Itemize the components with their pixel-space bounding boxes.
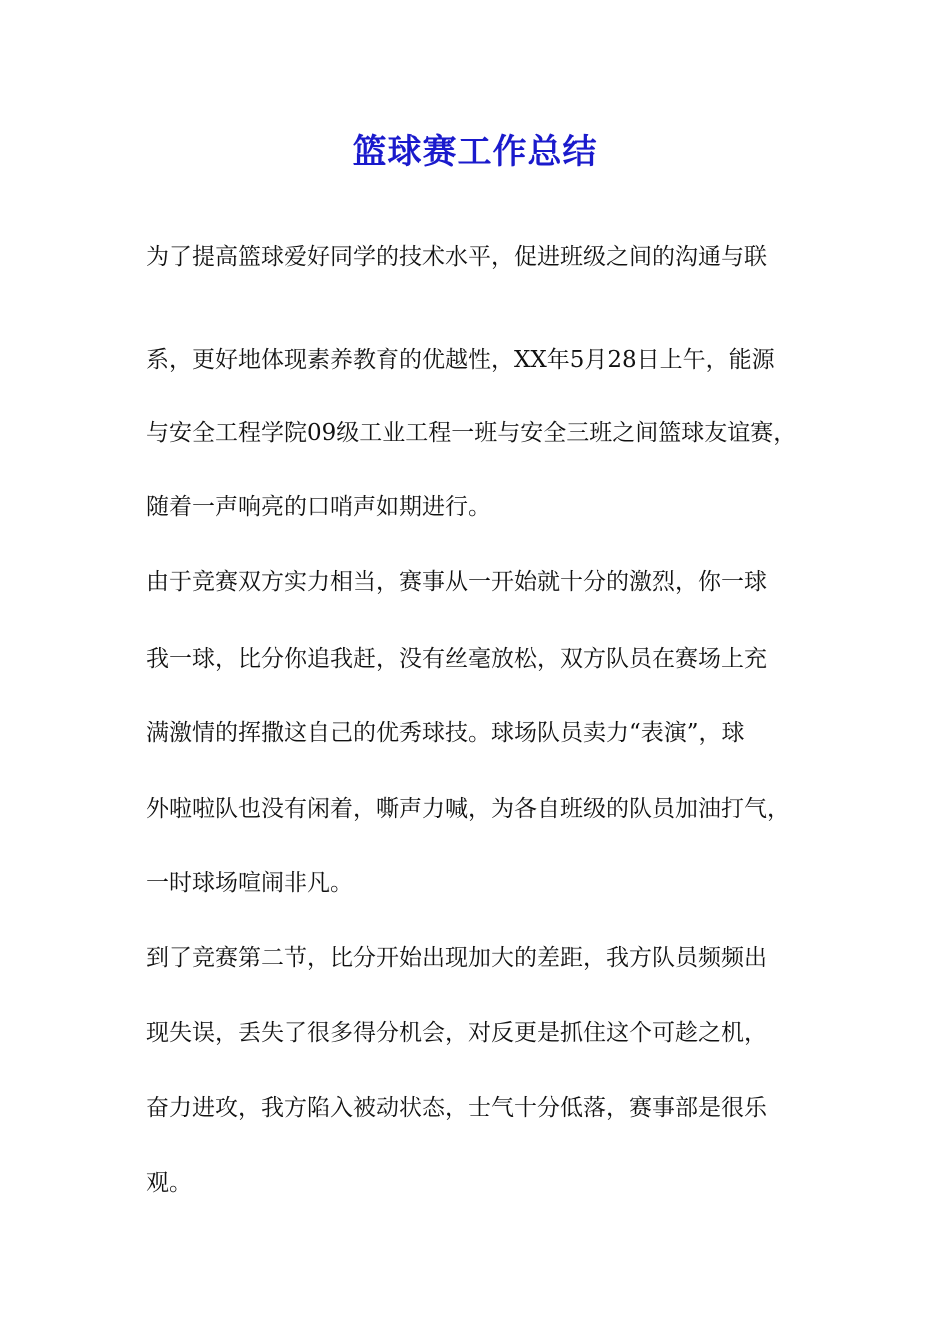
text-line: 我一球，比分你追我赶，没有丝毫放松，双方队员在赛场上充 — [146, 646, 767, 672]
text-line: 满激情的挥撒这自己的优秀球技。球场队员卖力“表演”，球 — [146, 720, 745, 746]
text-line: 由于竞赛双方实力相当，赛事从一开始就十分的激烈，你一球 — [146, 569, 767, 595]
text-line: 为了提高篮球爱好同学的技术水平，促进班级之间的沟通与联 — [146, 244, 767, 270]
text-line: 与安全工程学院09级工业工程一班与安全三班之间篮球友谊赛， — [146, 420, 797, 446]
text-line: 随着一声响亮的口哨声如期进行。 — [146, 494, 491, 520]
text-line: 外啦啦队也没有闲着，嘶声力喊，为各自班级的队员加油打气， — [146, 796, 790, 822]
text-line: 到了竞赛第二节，比分开始出现加大的差距，我方队员频频出 — [146, 945, 767, 971]
text-line: 一时球场喧闹非凡。 — [146, 870, 353, 896]
text-line: 系，更好地体现素养教育的优越性，XX年5月28日上午，能源 — [146, 347, 775, 373]
text-line: 观。 — [146, 1170, 192, 1196]
text-line: 奋力进攻，我方陷入被动状态，士气十分低落，赛事部是很乐 — [146, 1095, 767, 1121]
document-title: 篮球赛工作总结 — [352, 132, 598, 172]
text-line: 现失误，丢失了很多得分机会，对反更是抓住这个可趁之机， — [146, 1020, 767, 1046]
